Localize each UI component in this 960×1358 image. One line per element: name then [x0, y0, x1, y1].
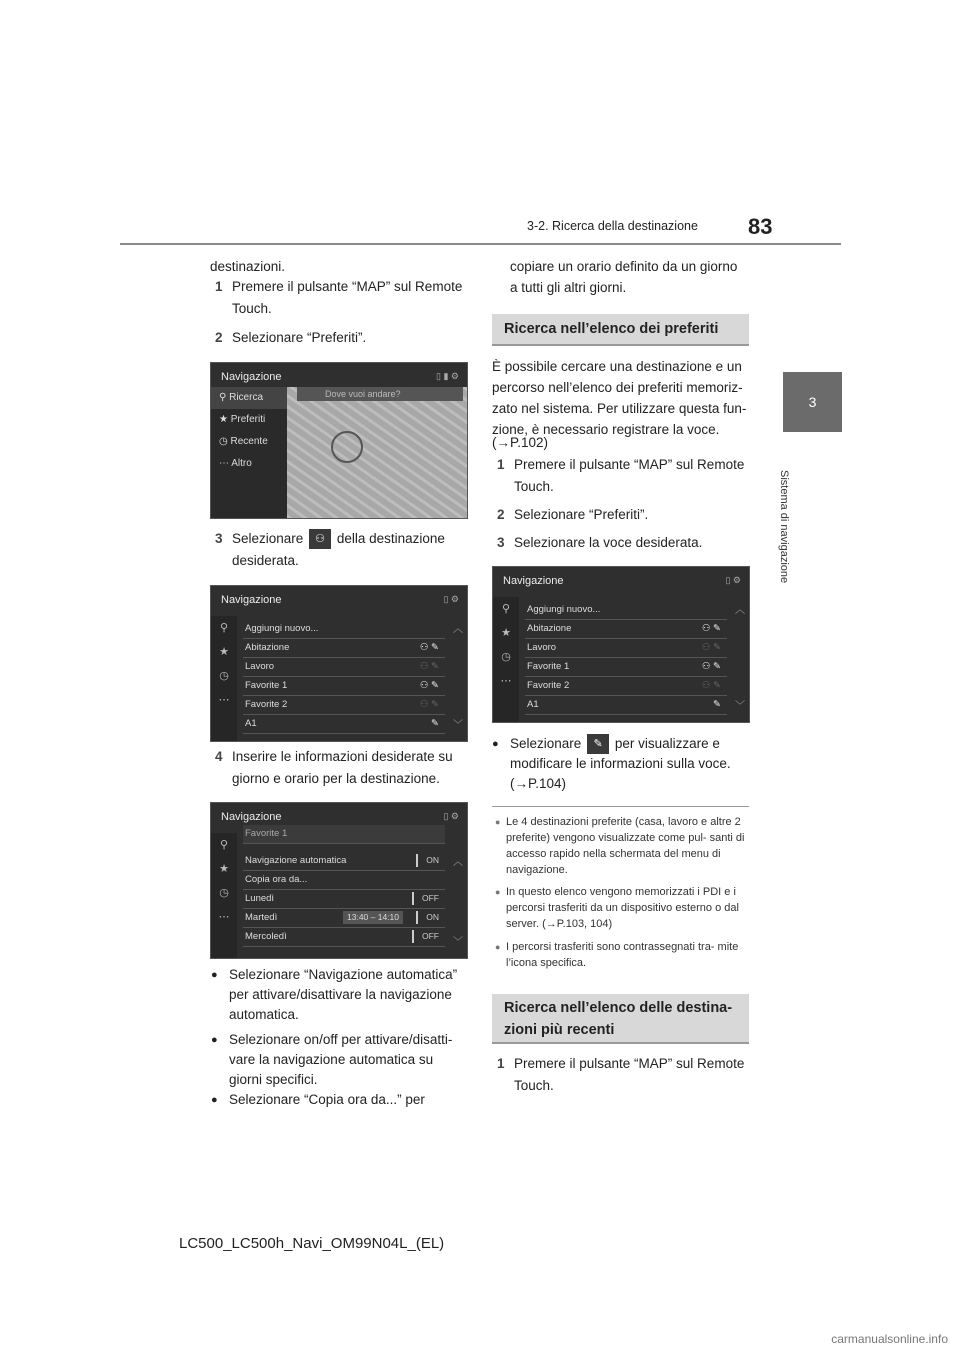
screen-title: Navigazione — [221, 594, 282, 606]
star-icon[interactable]: ★ — [219, 646, 229, 658]
section-box-recent: Ricerca nell’elenco delle destina- zioni più recenti — [492, 994, 749, 1044]
edit-pencil-icon[interactable]: ✎ — [431, 718, 439, 729]
list-item[interactable]: Abitazione ⚇ ✎ — [243, 639, 445, 658]
step-text: Selezionare la voce desiderata. — [514, 535, 703, 550]
edit-pencil-icon: ✎ — [587, 734, 609, 754]
step-text: Premere il pulsante “MAP” sul Remote Touch. — [232, 279, 463, 316]
day-row[interactable]: Martedì 13:40 – 14:10 ON — [243, 909, 445, 928]
nav-menu — [211, 387, 287, 518]
favorites-list-screen — [210, 585, 468, 742]
step-text-b: della destinazione desiderata. — [232, 531, 445, 568]
day-row[interactable]: Mercoledì OFF — [243, 928, 445, 947]
side-rail — [211, 616, 237, 741]
step-number: 3 — [215, 531, 223, 546]
edit-pencil-icon[interactable]: ⚇ ✎ — [701, 642, 721, 653]
edit-pencil-icon[interactable]: ⚇ ✎ — [419, 680, 439, 691]
step-2 — [497, 504, 754, 526]
scroll-down-icon[interactable]: ﹀ — [453, 720, 463, 731]
page-ref: (→P.104) — [510, 776, 567, 792]
status-icons: ▯ ⚙ — [443, 594, 459, 604]
star-icon[interactable]: ★ — [501, 627, 511, 639]
step-1 — [497, 1053, 754, 1097]
auto-nav-row[interactable]: Navigazione automatica ON — [243, 852, 445, 871]
bullet-day-toggle: ● Selezionare on/off per attivare/disatti- vare la navigazione automatica su giorni specifici. — [229, 1030, 469, 1090]
step-text: Premere il pulsante “MAP” sul Remote Touch. — [514, 1056, 745, 1093]
bullet-copy-time: ● Selezionare “Copia ora da...” per — [229, 1090, 469, 1110]
list-item[interactable]: Abitazione ⚇ ✎ — [525, 620, 727, 639]
map-view[interactable] — [287, 387, 467, 518]
clock-icon[interactable]: ◷ — [219, 670, 229, 682]
page-number: 83 — [748, 214, 773, 239]
scroll-up-icon[interactable]: ︿ — [453, 624, 463, 635]
step-text: Selezionare “Preferiti”. — [232, 330, 367, 345]
list-item[interactable]: Aggiungi nuovo... — [525, 601, 727, 620]
step-number: 1 — [215, 279, 223, 294]
scroll-down-icon[interactable]: ﹀ — [453, 937, 463, 948]
scroll-down-icon[interactable]: ﹀ — [735, 701, 745, 712]
search-icon[interactable]: ⚲ — [219, 622, 229, 634]
step-number: 3 — [497, 535, 505, 550]
search-input[interactable]: Dove vuoi andare? — [297, 387, 463, 401]
step-2 — [215, 327, 472, 349]
edit-pencil-icon[interactable]: ⚇ ✎ — [419, 642, 439, 653]
step-4 — [215, 746, 462, 790]
menu-altro[interactable]: ⋯ Altro — [219, 458, 252, 469]
note-2: ● In questo elenco vengono memorizzati i PDI e i percorsi trasferiti da un dispositivo esterno o dal server. (→P.103, 104) — [506, 884, 750, 932]
divider — [492, 806, 749, 807]
toggle-value[interactable]: ON — [416, 854, 439, 867]
detail-header: Favorite 1 — [243, 825, 445, 844]
screen-title: Navigazione — [221, 811, 282, 823]
edit-pencil-icon[interactable]: ⚇ ✎ — [701, 680, 721, 691]
header-rule — [120, 243, 841, 245]
menu-preferiti[interactable]: ★ Preferiti — [219, 414, 266, 425]
bullet-auto-nav: ● Selezionare “Navigazione automatica” per attivare/disattivare la navigazione automatica. — [229, 965, 469, 1025]
favorites-paragraph: È possibile cercare una destinazione e un percorso nell’elenco dei preferiti memoriz- zato nel sistema. Per utilizzare questa fun- zione, è necessario registrare la voce. — [492, 359, 747, 437]
step-number: 1 — [497, 1056, 505, 1071]
list-item[interactable]: Favorite 1 ⚇ ✎ — [525, 658, 727, 677]
intro-text: destinazioni. — [210, 259, 286, 274]
watermark: carmanualsonline.info — [831, 1332, 948, 1346]
section-box-favorites: Ricerca nell’elenco dei preferiti — [492, 314, 749, 346]
edit-pencil-icon[interactable]: ⚇ ✎ — [419, 661, 439, 672]
toggle-value[interactable]: OFF — [412, 892, 439, 905]
status-icons: ▯ ⚙ — [725, 575, 741, 585]
step-text: Premere il pulsante “MAP” sul Remote Touch. — [514, 457, 745, 494]
bullet-edit: ● Selezionare ✎ per visualizzare e modificare le informazioni sulla voce. (→P.104) — [510, 734, 750, 794]
copy-time-row[interactable]: Copia ora da... — [243, 871, 445, 890]
favorite-detail-screen — [210, 802, 468, 959]
chapter-label: Sistema di navigazione — [778, 470, 790, 584]
list-item[interactable]: Favorite 2 ⚇ ✎ — [525, 677, 727, 696]
note-1: ● Le 4 destinazioni preferite (casa, lavoro e altre 2 preferite) vengono visualizzate come pul- santi di accesso rapido nella schermata del menu di navigazione. — [506, 814, 750, 878]
list-item[interactable]: A1 ✎ — [243, 715, 445, 734]
more-icon[interactable]: ⋯ — [500, 675, 512, 687]
step-number: 2 — [497, 507, 505, 522]
document-code: LC500_LC500h_Navi_OM99N04L_(EL) — [179, 1235, 445, 1252]
menu-recente[interactable]: ◷ Recente — [219, 436, 268, 447]
edit-pencil-icon[interactable]: ⚇ ✎ — [419, 699, 439, 710]
step-text: Inserire le informazioni desiderate su giorno e orario per la destinazione. — [232, 749, 453, 786]
step-number: 4 — [215, 749, 223, 764]
clock-icon[interactable]: ◷ — [219, 887, 229, 899]
search-icon[interactable]: ⚲ — [501, 603, 511, 615]
side-rail — [493, 597, 519, 722]
nav-map-screen — [210, 362, 468, 519]
toggle-value[interactable]: OFF — [412, 930, 439, 943]
search-icon[interactable]: ⚲ — [219, 839, 229, 851]
list-item[interactable]: Lavoro ⚇ ✎ — [243, 658, 445, 677]
screen-title: Navigazione — [221, 371, 282, 383]
step-1 — [497, 454, 754, 498]
time-range[interactable]: 13:40 – 14:10 — [343, 911, 403, 924]
status-icons: ▯ ⚙ — [443, 811, 459, 821]
step-3 — [215, 528, 472, 572]
edit-pencil-icon[interactable]: ⚇ ✎ — [701, 623, 721, 634]
toggle-value[interactable]: ON — [416, 911, 439, 924]
step-number: 2 — [215, 330, 223, 345]
side-rail — [211, 833, 237, 958]
chapter-tab: 3 — [783, 372, 842, 432]
edit-pencil-icon[interactable]: ✎ — [713, 699, 721, 710]
favorites-list-screen — [492, 566, 750, 723]
continued-text: copiare un orario definito da un giorno a tutti gli altri giorni. — [510, 259, 738, 295]
step-number: 1 — [497, 457, 505, 472]
list-item[interactable]: Lavoro ⚇ ✎ — [525, 639, 727, 658]
step-1 — [215, 276, 472, 320]
step-3 — [497, 532, 754, 554]
star-icon[interactable]: ★ — [219, 863, 229, 875]
edit-pencil-icon[interactable]: ⚇ ✎ — [701, 661, 721, 672]
note-3: ● I percorsi trasferiti sono contrassegnati tra- mite l’icona specifica. — [506, 939, 750, 971]
list-item[interactable]: Aggiungi nuovo... — [243, 620, 445, 639]
list-item[interactable]: Favorite 1 ⚇ ✎ — [243, 677, 445, 696]
screen-title: Navigazione — [503, 575, 564, 587]
more-icon[interactable]: ⋯ — [218, 911, 230, 923]
page-ref: (→P.102) — [492, 435, 549, 450]
section-title: 3-2. Ricerca della destinazione — [527, 219, 698, 233]
list-item[interactable]: A1 ✎ — [525, 696, 727, 715]
more-icon[interactable]: ⋯ — [218, 694, 230, 706]
route-icon: ⚇ — [309, 529, 331, 549]
menu-ricerca[interactable]: ⚲ Ricerca — [211, 387, 287, 409]
position-marker-icon — [331, 431, 363, 463]
status-icons: ▯ ▮ ⚙ — [436, 371, 459, 381]
step-text: Selezionare “Preferiti”. — [514, 507, 649, 522]
step-text-a: Selezionare — [232, 531, 304, 546]
day-row[interactable]: Lunedì OFF — [243, 890, 445, 909]
list-item[interactable]: Favorite 2 ⚇ ✎ — [243, 696, 445, 715]
scroll-up-icon[interactable]: ︿ — [735, 605, 745, 616]
scroll-up-icon[interactable]: ︿ — [453, 857, 463, 868]
clock-icon[interactable]: ◷ — [501, 651, 511, 663]
